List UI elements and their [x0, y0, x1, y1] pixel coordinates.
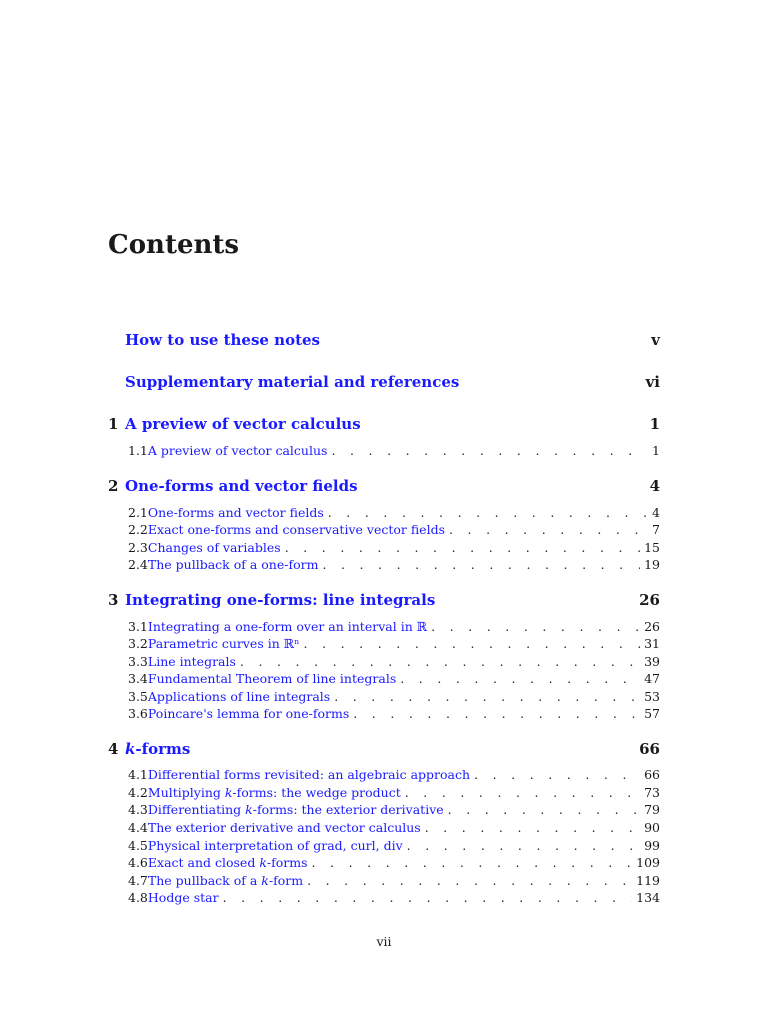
toc-section-row[interactable]: [108, 802, 660, 819]
toc-link[interactable]: Supplementary material and references: [125, 373, 460, 391]
toc-chapter-row[interactable]: [108, 415, 660, 437]
dot-leader: [431, 619, 640, 634]
toc-page-number: 39: [644, 654, 660, 669]
toc-section-row[interactable]: [108, 522, 660, 539]
toc-number: 2.4: [128, 557, 148, 572]
toc-section-row[interactable]: [108, 855, 660, 872]
toc-number: 4.8: [128, 890, 148, 905]
dot-leader: [448, 802, 640, 817]
toc-section-row[interactable]: [108, 767, 660, 784]
toc-page-number: 47: [644, 671, 660, 686]
toc-section-row[interactable]: [108, 785, 660, 802]
toc-page-number: 15: [644, 540, 660, 555]
toc-number: 4.3: [128, 802, 148, 817]
toc-link[interactable]: Hodge star: [147, 890, 219, 905]
toc-chapter-row[interactable]: [108, 373, 660, 395]
toc-link[interactable]: Physical interpretation of grad, curl, div: [147, 838, 403, 853]
toc-number: 2.2: [128, 522, 148, 537]
toc-link[interactable]: Integrating a one-form over an interval in ℝ: [147, 619, 428, 634]
toc-link[interactable]: The pullback of a one-form: [147, 557, 319, 572]
toc-page-number: 134: [636, 890, 660, 905]
toc-page-number: 66: [639, 740, 660, 758]
dot-leader: [425, 820, 640, 835]
dot-leader: [312, 855, 633, 870]
page-number-footer: vii: [376, 934, 392, 949]
toc-link[interactable]: The pullback of a k-form: [147, 873, 304, 888]
toc-page-number: 73: [644, 785, 660, 800]
toc-page-number: 31: [644, 636, 660, 651]
dot-leader: [223, 890, 633, 905]
toc-number: 4.1: [128, 767, 148, 782]
toc-page-number: 1: [649, 415, 660, 433]
toc-section-row[interactable]: [108, 654, 660, 671]
toc-page-number: 4: [652, 505, 660, 520]
toc-number: 1: [108, 415, 119, 433]
toc-number: 3.4: [128, 671, 148, 686]
toc-section-row[interactable]: [108, 689, 660, 706]
dot-leader: [240, 654, 640, 669]
toc-number: 4.2: [128, 785, 148, 800]
toc-number: 2.1: [128, 505, 148, 520]
toc-page-number: 53: [644, 689, 660, 704]
dot-leader: [353, 706, 640, 721]
toc-number: 1.1: [128, 443, 148, 458]
toc-section-row[interactable]: [108, 619, 660, 636]
toc-page-number: 1: [652, 443, 660, 458]
toc-number: 2.3: [128, 540, 148, 555]
toc-section-row[interactable]: [108, 443, 660, 460]
toc-page-number: 99: [644, 838, 660, 853]
toc-link[interactable]: Differential forms revisited: an algebraic approach: [147, 767, 471, 782]
dot-leader: [334, 689, 640, 704]
toc-section-row[interactable]: [108, 636, 660, 653]
toc-link[interactable]: One-forms and vector fields: [125, 477, 358, 495]
toc-number: 4: [108, 740, 119, 758]
toc-page-number: 4: [649, 477, 660, 495]
dot-leader: [328, 505, 648, 520]
toc-chapter-row[interactable]: [108, 331, 660, 353]
toc-link[interactable]: k-forms: [125, 740, 191, 758]
toc-chapter-row[interactable]: [108, 591, 660, 613]
toc-link[interactable]: A preview of vector calculus: [147, 443, 328, 458]
dot-leader: [304, 636, 641, 651]
toc-section-row[interactable]: [108, 557, 660, 574]
toc-page-number: 7: [652, 522, 660, 537]
toc-page-number: 19: [644, 557, 660, 572]
toc-number: 3.6: [128, 706, 148, 721]
toc-section-row[interactable]: [108, 873, 660, 890]
toc-link[interactable]: Integrating one-forms: line integrals: [125, 591, 436, 609]
toc-number: 3.3: [128, 654, 148, 669]
toc-section-row[interactable]: [108, 838, 660, 855]
dot-leader: [400, 671, 640, 686]
dot-leader: [285, 540, 640, 555]
toc-page-number: 57: [644, 706, 660, 721]
toc-link[interactable]: Multiplying k-forms: the wedge product: [147, 785, 401, 800]
toc-link[interactable]: Changes of variables: [147, 540, 281, 555]
toc-page-number: vi: [645, 373, 660, 391]
toc-number: 3.5: [128, 689, 148, 704]
toc-section-row[interactable]: [108, 671, 660, 688]
toc-number: 2: [108, 477, 119, 495]
toc-page-number: v: [651, 331, 660, 349]
toc-link[interactable]: How to use these notes: [125, 331, 320, 349]
dot-leader: [449, 522, 648, 537]
toc-link[interactable]: Differentiating k-forms: the exterior derivative: [147, 802, 444, 817]
dot-leader: [322, 557, 640, 572]
toc-link[interactable]: Poincare's lemma for one-forms: [147, 706, 350, 721]
toc-page-number: 66: [644, 767, 660, 782]
toc-page-number: 90: [644, 820, 660, 835]
dot-leader: [405, 785, 640, 800]
toc-link[interactable]: Exact and closed k-forms: [147, 855, 308, 870]
toc-page-number: 26: [644, 619, 660, 634]
page-title: Contents: [108, 230, 240, 260]
toc-section-row[interactable]: [108, 540, 660, 557]
toc-number: 4.4: [128, 820, 148, 835]
toc-link[interactable]: Fundamental Theorem of line integrals: [147, 671, 397, 686]
toc-link[interactable]: A preview of vector calculus: [125, 415, 361, 433]
dot-leader: [307, 873, 632, 888]
toc-section-row[interactable]: [108, 890, 660, 907]
toc-link[interactable]: The exterior derivative and vector calculus: [147, 820, 421, 835]
toc-section-row[interactable]: [108, 706, 660, 723]
toc-link[interactable]: One-forms and vector fields: [147, 505, 324, 520]
dot-leader: [331, 443, 648, 458]
dot-leader: [407, 838, 640, 853]
toc-link[interactable]: Line integrals: [147, 654, 236, 669]
toc-page-number: 26: [639, 591, 660, 609]
toc-link[interactable]: Exact one-forms and conservative vector fields: [147, 522, 445, 537]
toc-number: 3.2: [128, 636, 148, 651]
toc-chapter-row[interactable]: [108, 740, 660, 762]
toc-number: 4.6: [128, 855, 148, 870]
toc-number: 4.7: [128, 873, 148, 888]
toc-section-row[interactable]: [108, 820, 660, 837]
toc-number: 3: [108, 591, 119, 609]
toc-chapter-row[interactable]: [108, 477, 660, 499]
toc-link[interactable]: Applications of line integrals: [147, 689, 331, 704]
toc-number: 3.1: [128, 619, 148, 634]
dot-leader: [474, 767, 640, 782]
toc-link[interactable]: Parametric curves in ℝⁿ: [147, 636, 300, 651]
toc-page-number: 119: [636, 873, 660, 888]
toc-page-number: 109: [636, 855, 660, 870]
toc-number: 4.5: [128, 838, 148, 853]
toc-section-row[interactable]: [108, 505, 660, 522]
toc-page-number: 79: [644, 802, 660, 817]
